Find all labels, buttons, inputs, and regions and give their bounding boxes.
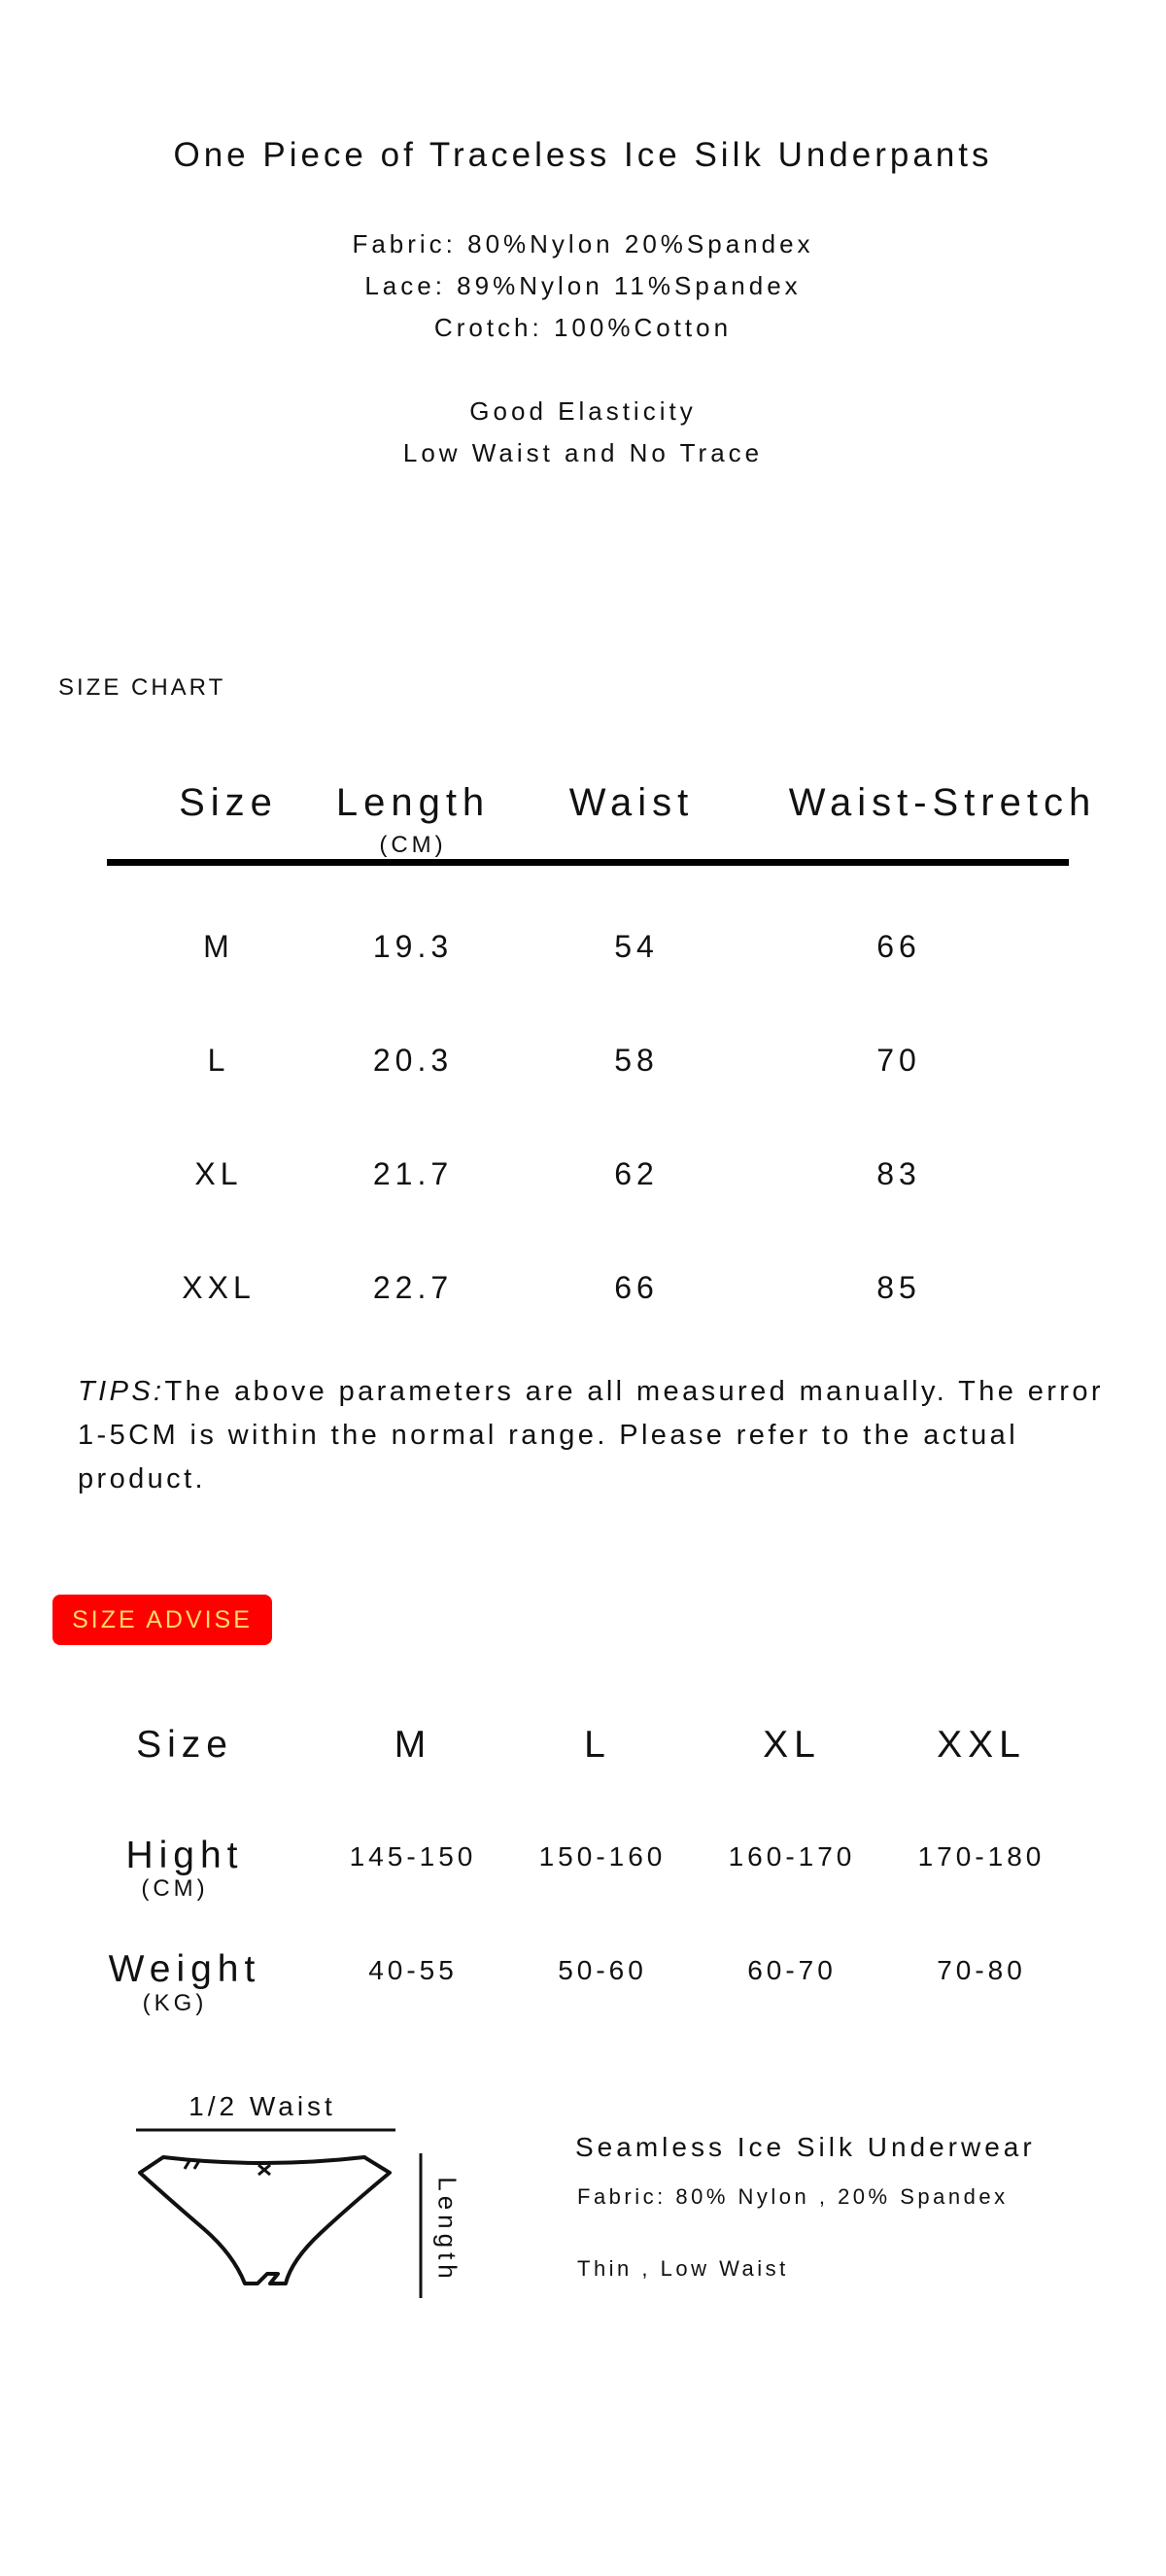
chart-header-length: Length <box>335 781 491 824</box>
crotch-spec: Crotch: 100%Cotton <box>433 313 733 342</box>
product-feature: Thin , Low Waist <box>577 2256 789 2281</box>
page-title: One Piece of Traceless Ice Silk Underpants <box>173 136 993 174</box>
chart-length-unit: (CM) <box>379 832 447 858</box>
chart-cell: 66 <box>876 929 921 964</box>
tips-note <box>78 1370 1127 1501</box>
chart-cell: 21.7 <box>372 1156 454 1191</box>
chart-cell: 19.3 <box>372 929 454 964</box>
advise-height-value: 150-160 <box>538 1841 667 1872</box>
advise-header-size: Size <box>136 1724 233 1766</box>
chart-cell: M <box>203 929 234 964</box>
advise-size-xxl: XXL <box>937 1724 1026 1766</box>
tips-prefix: TIPS: <box>78 1376 165 1407</box>
advise-weight-value: 70-80 <box>937 1955 1026 1985</box>
chart-cell: 83 <box>876 1156 921 1191</box>
chart-cell: 70 <box>876 1043 921 1078</box>
advise-height-value: 145-150 <box>349 1841 477 1872</box>
chart-cell: 22.7 <box>372 1270 454 1305</box>
advise-size-xl: XL <box>763 1724 821 1766</box>
advise-height-label: Hight <box>125 1835 244 1876</box>
advise-height-value: 160-170 <box>728 1841 856 1872</box>
bow-icon <box>258 2165 270 2175</box>
chart-header-waist-stretch: Waist-Stretch <box>788 781 1097 824</box>
advise-size-m: M <box>394 1724 432 1766</box>
advise-size-l: L <box>584 1724 611 1766</box>
half-waist-label: 1/2 Waist <box>189 2091 336 2121</box>
advise-weight-value: 50-60 <box>558 1955 647 1985</box>
advise-height-value: 170-180 <box>917 1841 1046 1872</box>
chart-cell: XXL <box>182 1270 256 1305</box>
size-advise-badge: SIZE ADVISE <box>52 1595 272 1645</box>
fabric-spec: Fabric: 80%Nylon 20%Spandex <box>352 229 814 258</box>
length-label: Length <box>432 2177 463 2284</box>
advise-weight-unit: (KG) <box>142 1990 208 2016</box>
size-chart-label: SIZE CHART <box>58 674 226 701</box>
chart-cell: L <box>207 1043 230 1078</box>
underwear-outline <box>140 2157 390 2284</box>
chart-cell: XL <box>194 1156 243 1191</box>
tips-text: The above parameters are all measured manually. The error 1-5CM is within the normal range. Please refer to the actual product. <box>78 1376 1104 1494</box>
chart-cell: 58 <box>614 1043 659 1078</box>
underwear-diagram <box>126 2118 428 2303</box>
feature-elasticity: Good Elasticity <box>469 396 697 426</box>
chart-header-waist: Waist <box>568 781 695 824</box>
advise-weight-label: Weight <box>108 1948 261 1990</box>
lace-spec: Lace: 89%Nylon 11%Spandex <box>364 271 802 300</box>
chart-cell: 62 <box>614 1156 659 1191</box>
chart-cell: 54 <box>614 929 659 964</box>
chart-header-size: Size <box>179 781 278 824</box>
advise-height-unit: (CM) <box>141 1875 209 1902</box>
feature-low-waist: Low Waist and No Trace <box>402 438 764 467</box>
advise-weight-value: 40-55 <box>368 1955 458 1985</box>
chart-divider <box>107 859 1069 866</box>
advise-weight-value: 60-70 <box>747 1955 837 1985</box>
chart-cell: 66 <box>614 1270 659 1305</box>
product-fabric: Fabric: 80% Nylon , 20% Spandex <box>577 2184 1009 2209</box>
chart-cell: 20.3 <box>372 1043 454 1078</box>
chart-cell: 85 <box>876 1270 921 1305</box>
product-name: Seamless Ice Silk Underwear <box>575 2132 1036 2162</box>
